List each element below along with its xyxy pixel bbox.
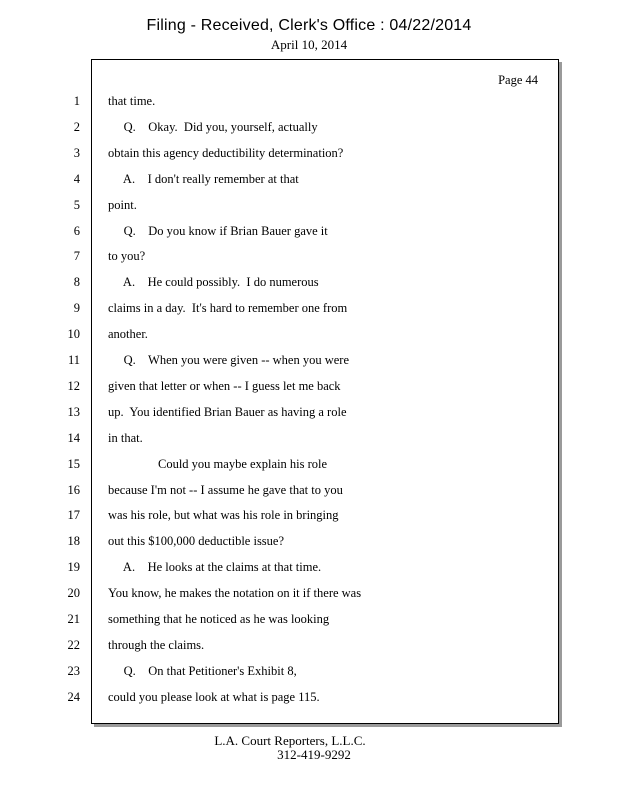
line-number: 16: [67, 482, 80, 497]
line-number: 15: [67, 456, 80, 471]
deposition-date: April 10, 2014: [270, 37, 348, 52]
line-number: 21: [67, 612, 80, 626]
line-number: 13: [67, 404, 80, 419]
footer-company: L.A. Court Reporters, L.L.C.: [214, 733, 366, 748]
line-number: 17: [67, 508, 80, 523]
line-number: 8: [73, 275, 80, 290]
line-number: 3: [73, 145, 80, 160]
transcript-line: because I'm not -- I assume he gave that to you: [108, 482, 343, 497]
transcript-line: that time.: [108, 94, 156, 108]
transcript-line: Q. Do you know if Brian Bauer gave it: [108, 223, 328, 238]
transcript-line: was his role, but what was his role in bringing: [108, 508, 339, 523]
transcript-line: A. He could possibly. I do numerous: [108, 275, 319, 290]
transcript-line: A. He looks at the claims at that time.: [108, 560, 322, 575]
line-number: 1: [73, 94, 80, 108]
line-number: 19: [67, 560, 80, 575]
filing-stamp: Filing - Received, Clerk's Office : 04/22/2014: [146, 17, 472, 34]
transcript-line: Could you maybe explain his role: [108, 456, 328, 471]
transcript-line: through the claims.: [108, 637, 205, 652]
transcript-line: up. You identified Brian Bauer as having a role: [108, 404, 347, 419]
line-number: 6: [73, 223, 80, 238]
line-number: 20: [67, 586, 80, 601]
line-number: 11: [67, 353, 80, 367]
transcript-line: given that letter or when -- I guess let me back: [108, 378, 341, 393]
transcript-line: obtain this agency deductibility determination?: [108, 145, 344, 160]
transcript-line: in that.: [108, 430, 143, 445]
line-number: 2: [73, 119, 80, 134]
footer-phone: 312-419-9292: [277, 747, 351, 762]
transcript-line: another.: [108, 327, 148, 342]
line-number: 12: [67, 378, 80, 393]
line-number: 7: [73, 249, 80, 264]
transcript-line: A. I don't really remember at that: [108, 171, 299, 186]
line-number: 18: [67, 534, 80, 549]
transcript-line: out this $100,000 deductible issue?: [108, 534, 285, 549]
transcript-line: Q. When you were given -- when you were: [108, 353, 350, 367]
line-number: 4: [73, 171, 80, 186]
transcript-line: to you?: [108, 249, 146, 264]
line-number: 9: [73, 301, 80, 316]
page-number: Page 44: [498, 73, 538, 87]
line-number: 14: [67, 430, 80, 445]
transcript-line: claims in a day. It's hard to remember one from: [108, 301, 348, 316]
line-number: 22: [67, 637, 80, 652]
line-number: 23: [67, 663, 80, 678]
transcript-line: could you please look at what is page 115.: [108, 689, 320, 704]
transcript-line: point.: [108, 197, 137, 212]
line-number: 5: [73, 197, 80, 212]
transcript-line: Q. On that Petitioner's Exhibit 8,: [108, 663, 297, 678]
transcript-line: something that he noticed as he was looking: [108, 612, 330, 626]
transcript-line: You know, he makes the notation on it if there was: [108, 586, 362, 601]
line-number: 10: [67, 327, 80, 342]
line-number: 24: [67, 689, 80, 704]
transcript-line: Q. Okay. Did you, yourself, actually: [108, 119, 318, 134]
